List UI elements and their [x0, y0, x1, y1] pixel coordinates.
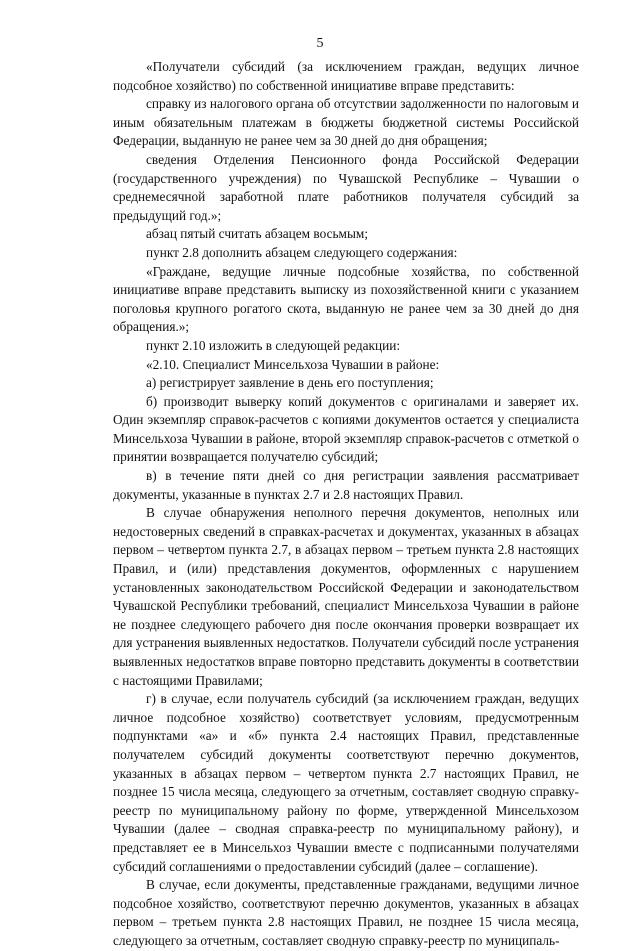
- paragraph: В случае, если документы, представленные гражданами, ведущими личное подсобное хозяйство, соответствуют перечню документов, указанных в абзацах первом – третьем пункта 2.8 настоящих Правил, не позднее 15 числа месяца, следующего за отчетным, составляет сводную справку-реестр по муниципаль-: [113, 877, 579, 948]
- paragraph: справку из налогового органа об отсутствии задолженности по налоговым и иным обязательным платежам в бюджеты бюджетной системы Российской Федерации, выданную не ранее чем за 30 дней до дня обращения;: [113, 96, 579, 149]
- paragraph: б) производит выверку копий документов с оригиналами и заверяет их. Один экземпляр справок-расчетов с копиями документов остается у специалиста Минсельхоза Чувашии в районе, второй экземпляр справок-расчетов с отметкой о принятии возвращается получателю субсидий;: [113, 393, 579, 465]
- paragraph: а) регистрирует заявление в день его поступления;: [146, 375, 434, 391]
- paragraph: г) в случае, если получатель субсидий (за исключением граждан, ведущих личное подсобное хозяйство) соответствует условиям, предусмотренным подпунктами «а» и «б» пункта 2.4 настоящих Правил, представленные получателем субсидий документы соответствуют перечню документов, указанных в абзацах первом – четвертом пункта 2.7 настоящих Правил, не позднее 15 числа месяца, следующего за отчетным, составляет сводную справку-реестр по муниципальному району по форме, утвержденной Минсельхозом Чувашии (далее – сводная справка-реестр по муниципальному району), и представляет ее в Минсельхоз Чувашии вместе с подписанными получателями субсидий соглашениями о предоставлении субсидий (далее – соглашение).: [113, 691, 579, 874]
- paragraph: «Получатели субсидий (за исключением граждан, ведущих личное подсобное хозяйство) по собственной инициативе вправе представить:: [113, 59, 579, 93]
- document-body: [113, 58, 579, 951]
- page-number: 5: [316, 36, 324, 51]
- paragraph: сведения Отделения Пенсионного фонда Российской Федерации (государственного учреждения) по Чувашской Республике – Чувашии о среднемесячной заработной плате работников получателя субсидий за предыдущий год.»;: [113, 151, 579, 223]
- paragraph: «Граждане, ведущие личные подсобные хозяйства, по собственной инициативе вправе представить выписку из похозяйственной книги с указанием поголовья крупного рогатого скота, выданную не ранее чем за 30 дней до дня обращения.»;: [113, 263, 579, 335]
- paragraph: В случае обнаружения неполного перечня документов, неполных или недостоверных сведений в справках-расчетах и документах, указанных в абзацах первом – четвертом пункта 2.7, в абзацах первом – третьем пункта 2.8 настоящих Правил, и (или) представления документов, оформленных с нарушением установленных законодательством Российской Федерации и законодательством Чувашской Республики требований, специалист Минсельхоза Чувашии в районе не позднее следующего рабочего дня после окончания проверки возвращает их для устранения выявленных недостатков. Получатели субсидий после устранения выявленных недостатков вправе повторно представить документы в соответствии с настоящими Правилами;: [113, 505, 579, 688]
- paragraph: в) в течение пяти дней со дня регистрации заявления рассматривает документы, указанные в пунктах 2.7 и 2.8 настоящих Правил.: [113, 468, 579, 502]
- paragraph: пункт 2.10 изложить в следующей редакции:: [146, 337, 401, 353]
- paragraph: «2.10. Специалист Минсельхоза Чувашии в районе:: [146, 356, 440, 372]
- paragraph: абзац пятый считать абзацем восьмым;: [146, 226, 369, 242]
- paragraph: пункт 2.8 дополнить абзацем следующего содержания:: [146, 244, 458, 260]
